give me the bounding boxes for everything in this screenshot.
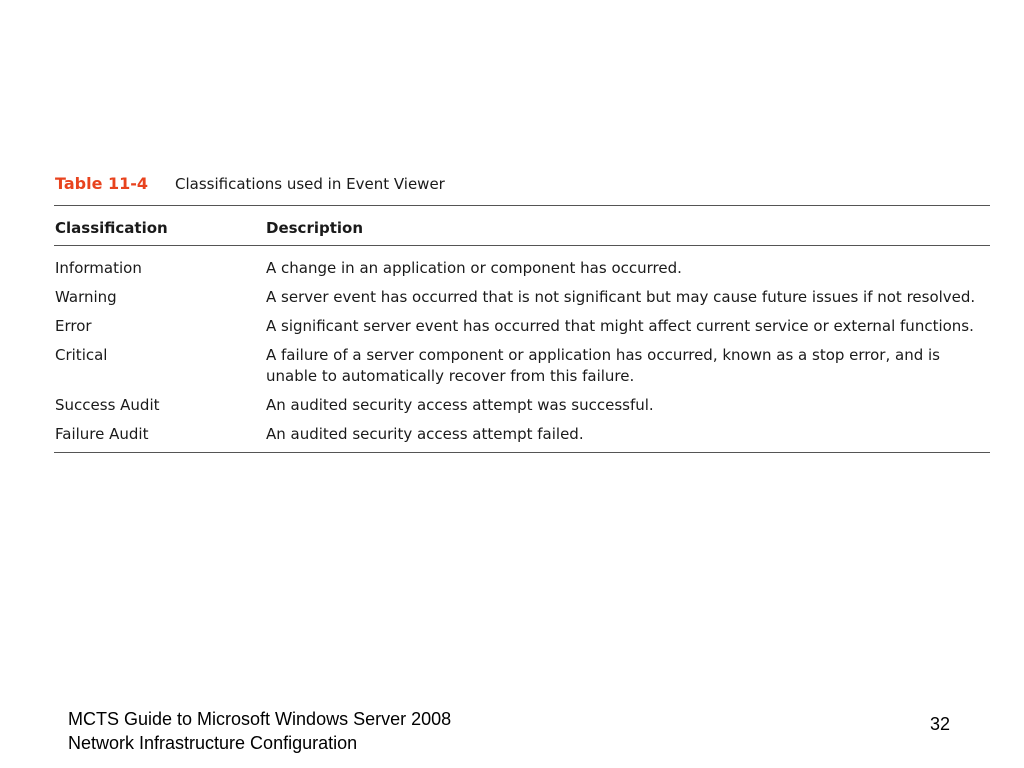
event-classification-table [54, 205, 990, 453]
table-row [54, 284, 990, 313]
cell-classification-warning: Warning [55, 288, 117, 306]
table-header-row [54, 206, 990, 246]
cell-description-error: A significant server event has occurred that might affect current service or external functions. [266, 317, 974, 335]
cell-description-information: A change in an application or component has occurred. [266, 259, 682, 277]
table-row [54, 313, 990, 342]
cell-classification-information: Information [55, 259, 142, 277]
footer-book-subtitle: Network Infrastructure Configuration [68, 733, 358, 753]
page-number: 32 [930, 714, 951, 734]
table-row [54, 246, 990, 285]
table-row [54, 342, 990, 392]
cell-description-failure-audit: An audited security access attempt failed. [265, 421, 990, 453]
cell-classification-critical: Critical [55, 346, 108, 364]
table-row [54, 421, 990, 453]
table-caption [55, 174, 445, 193]
cell-description-success-audit: An audited security access attempt was successful. [266, 396, 654, 414]
slide-footer [68, 707, 451, 755]
cell-classification-success-audit: Success Audit [55, 396, 160, 414]
header-classification: Classification [54, 206, 265, 246]
cell-description-warning: A server event has occurred that is not significant but may cause future issues if not resolved. [266, 288, 976, 306]
cell-classification-error: Error [55, 317, 92, 335]
footer-book-title: MCTS Guide to Microsoft Windows Server 2008 [68, 709, 452, 729]
table-row [54, 392, 990, 421]
table-title: Classifications used in Event Viewer [175, 175, 445, 193]
cell-description-critical: A failure of a server component or application has occurred, known as a stop error, and is unable to automatically recover from this failure. [266, 346, 940, 385]
cell-classification-failure-audit: Failure Audit [54, 421, 265, 453]
table-number: Table 11-4 [55, 174, 149, 193]
header-description: Description [265, 206, 990, 246]
